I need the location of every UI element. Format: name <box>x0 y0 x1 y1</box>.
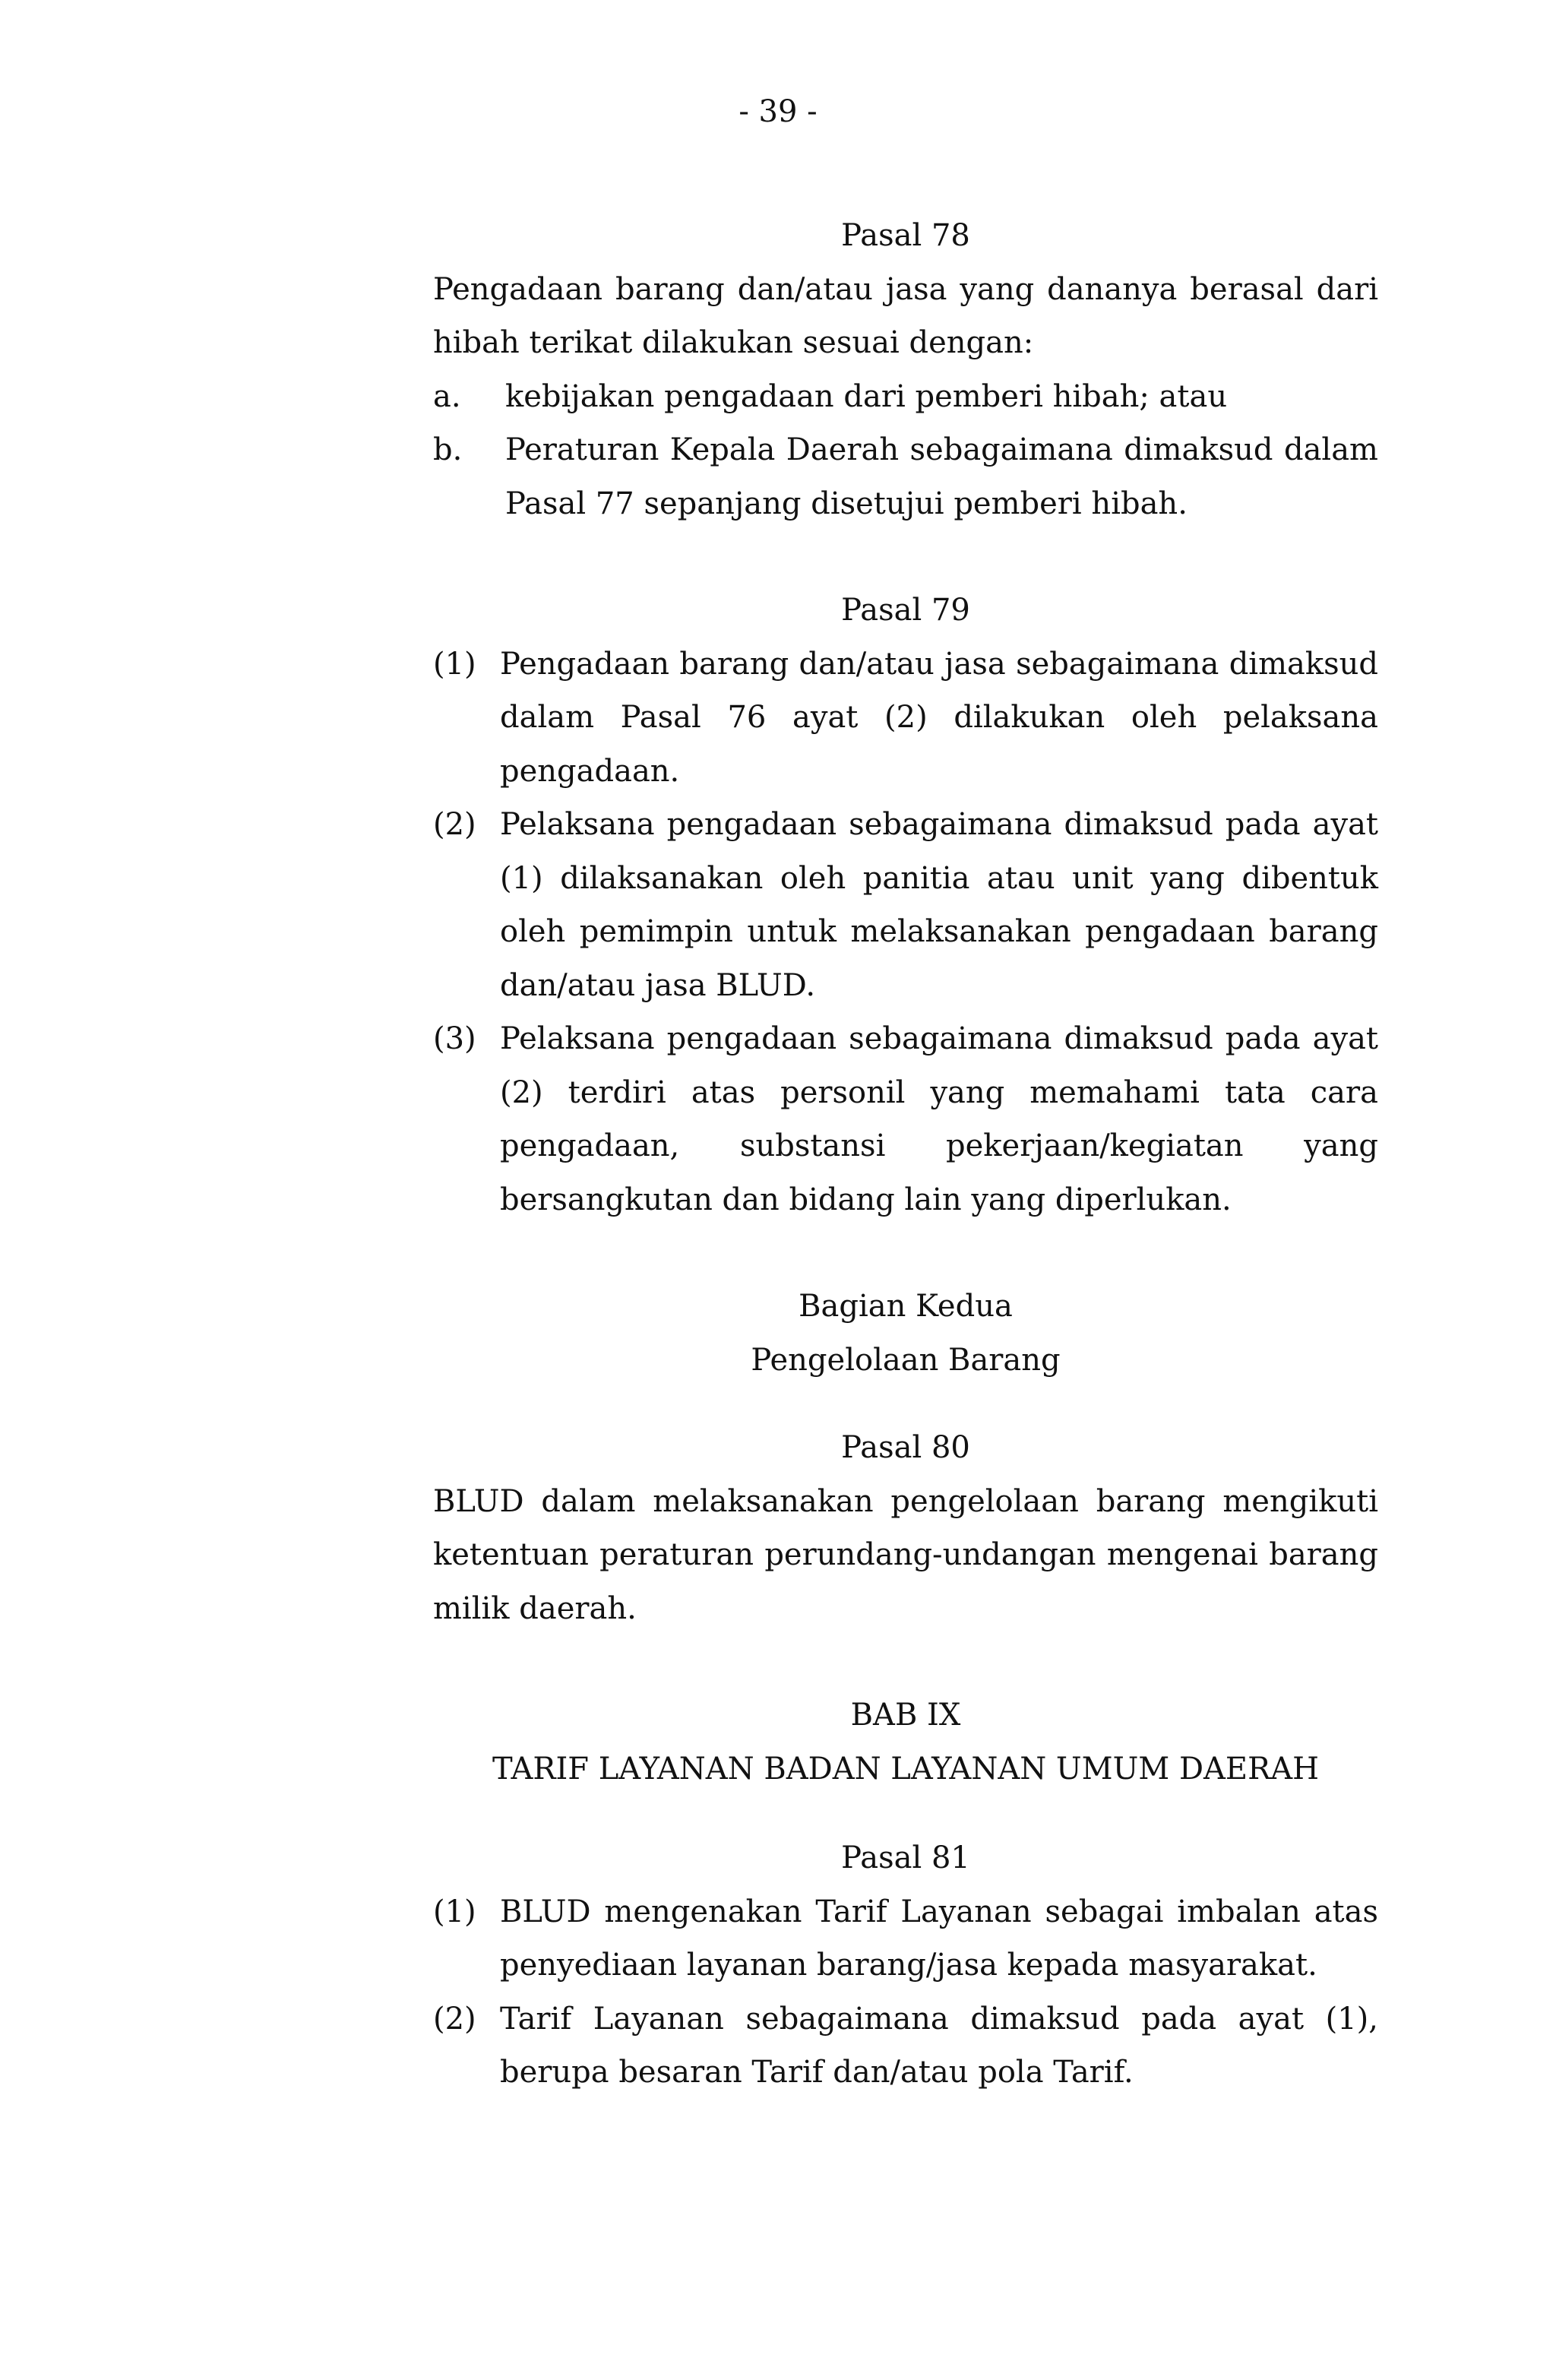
item-marker: (2) <box>433 807 476 842</box>
pasal-81-item-2 <box>433 1992 1378 2100</box>
item-marker: (2) <box>433 2001 476 2037</box>
item-marker: b. <box>433 432 463 467</box>
item-text: BLUD mengenakan Tarif Layanan sebagai imbalan atas penyediaan layanan barang/jasa kepada masyarakat. <box>500 1894 1378 1983</box>
bagian-heading: Bagian Kedua <box>799 1289 1013 1324</box>
pasal-79-heading: Pasal 79 <box>841 593 970 628</box>
item-marker: a. <box>433 378 461 414</box>
pasal-78-heading: Pasal 78 <box>841 218 970 253</box>
item-text: Tarif Layanan sebagaimana dimaksud pada ayat (1), berupa besaran Tarif dan/atau pola Tarif. <box>500 2001 1378 2090</box>
pasal-78-item-b <box>433 423 1378 530</box>
pasal-79-item-2 <box>433 798 1378 1012</box>
pasal-81-item-1 <box>433 1885 1378 1992</box>
item-text: Peraturan Kepala Daerah sebagaimana dimaksud dalam Pasal 77 sepanjang disetujui pemberi hibah. <box>505 432 1378 521</box>
bab-heading: BAB IX <box>850 1698 961 1733</box>
pasal-79-item-3 <box>433 1012 1378 1226</box>
item-marker: (1) <box>433 1894 476 1929</box>
pasal-80-text: BLUD dalam melaksanakan pengelolaan barang mengikuti ketentuan peraturan perundang-undangan mengenai barang milik daerah. <box>433 1483 1378 1626</box>
bab-title: TARIF LAYANAN BADAN LAYANAN UMUM DAERAH <box>492 1751 1320 1787</box>
pasal-78-item-a <box>433 370 1378 424</box>
page-number: - 39 - <box>738 94 818 129</box>
pasal-80-heading: Pasal 80 <box>841 1430 970 1465</box>
item-text: kebijakan pengadaan dari pemberi hibah; atau <box>505 378 1228 414</box>
document-body <box>433 209 1378 2100</box>
pasal-79-item-1 <box>433 638 1378 799</box>
item-marker: (3) <box>433 1021 476 1056</box>
item-text: Pengadaan barang dan/atau jasa sebagaimana dimaksud dalam Pasal 76 ayat (2) dilakukan oleh pelaksana pengadaan. <box>500 646 1378 789</box>
item-marker: (1) <box>433 646 476 682</box>
pasal-78-intro: Pengadaan barang dan/atau jasa yang dananya berasal dari hibah terikat dilakukan sesuai dengan: <box>433 271 1378 360</box>
bagian-title: Pengelolaan Barang <box>751 1342 1061 1378</box>
pasal-81-heading: Pasal 81 <box>841 1840 970 1875</box>
item-text: Pelaksana pengadaan sebagaimana dimaksud pada ayat (1) dilaksanakan oleh panitia atau unit yang dibentuk oleh pemimpin untuk melaksanakan pengadaan barang dan/atau jasa BLUD. <box>500 807 1378 1003</box>
item-text: Pelaksana pengadaan sebagaimana dimaksud pada ayat (2) terdiri atas personil yang memahami tata cara pengadaan, substansi pekerjaan/kegiatan yang bersangkutan dan bidang lain yang diperlukan. <box>500 1021 1378 1217</box>
